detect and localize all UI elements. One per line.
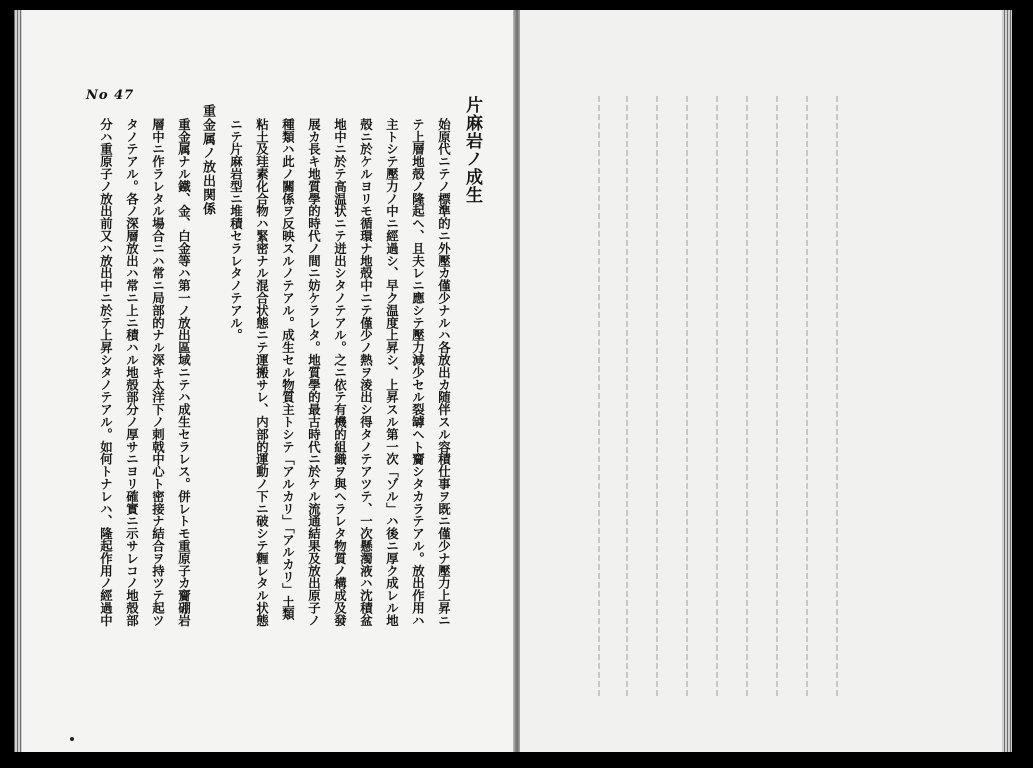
bleed-through-mark bbox=[806, 96, 808, 696]
bleed-through-mark bbox=[598, 96, 600, 696]
text-column: 地中ニ於テ高温状ニテ迸出シタノテアル。之ニ依テ有機的組織ヲ與ヘラレタ物質ノ構成及發 bbox=[332, 118, 348, 627]
right-page bbox=[520, 10, 1004, 752]
bleed-through-mark bbox=[716, 96, 718, 696]
text-column: テ上層地殻ノ隆起ヘ、且夫レニ應シテ壓力減少セル裂罅ヘト齎シタカラテアル。放出作用ハ bbox=[410, 118, 426, 627]
bleed-through-mark bbox=[656, 96, 658, 696]
text-column: 殻ニ於ケルヨリモ循環ナ地殻中ニテ僅少ノ熱ヲ淩出シ得タノテアツテ、一次懸濁液ハ沈積盆 bbox=[358, 118, 374, 627]
text-column: 重金属ナル鐵、金、白金等ハ第一ノ放出區域ニテハ成生セラレス。併レトモ重原子カ齎硼岩 bbox=[176, 118, 192, 627]
text-column: タノテアル。各ノ深層放出ハ常ニ上ニ積ハル地殻部分ノ厚サニヨリ確實ニ示サレコノ地殻部 bbox=[124, 118, 140, 627]
bleed-through-mark bbox=[836, 96, 838, 696]
text-column: ニテ片麻岩型ニ堆積セラレタノテアル。 bbox=[228, 118, 244, 342]
text-column: 主トシテ壓力ノ中ニ經過シ、早ク温度上昇シ、上昇スル第一次「ゾル」ハ後ニ厚ク成レル地 bbox=[384, 118, 400, 627]
page-number: No 47 bbox=[86, 88, 135, 103]
ink-dot bbox=[70, 737, 74, 741]
right-page-edge bbox=[1002, 10, 1012, 752]
text-column: 層中ニ作ラレタル場合ニハ常ニ局部的ナル深キ太洋下ノ刺戟中心ト密接ナ結合ヲ持ツテ起ツ bbox=[150, 118, 166, 627]
text-column: 種類ハ此ノ關係ヲ反映スルノテアル。成生セル物質主トシテ「アルカリ」「アルカリ」土類 bbox=[280, 118, 296, 621]
section-heading: 片麻岩ノ成生 bbox=[462, 96, 482, 204]
bleed-through-mark bbox=[746, 96, 748, 696]
section-heading: 重金属ノ放出関係 bbox=[200, 104, 215, 216]
bleed-through-mark bbox=[776, 96, 778, 696]
text-column: 分ハ重原子ノ放出前又ハ放出中ニ於テ上昇シタノテアル。如何トナレハ、隆起作用ノ經過中 bbox=[98, 118, 114, 627]
text-column: 展カ長キ地質學的時代ノ間ニ妨ケラレタ。地質學的最古時代ニ於ケル流通結果及放出原子ノ bbox=[306, 118, 322, 627]
text-column: 始原代ニテノ標準的ニ外壓カ僅少ナルハ各放出カ随伴スル容積仕事ヲ既ニ僅少ナ壓力上昇ニ bbox=[436, 118, 452, 627]
text-column: 粘土及珪素化合物ハ緊密ナル混合状態ニテ運搬サレ、内部的運動ノ下ニ破シテ糎レタル状態 bbox=[254, 118, 270, 627]
bleed-through-mark bbox=[626, 96, 628, 696]
bleed-through-mark bbox=[686, 96, 688, 696]
